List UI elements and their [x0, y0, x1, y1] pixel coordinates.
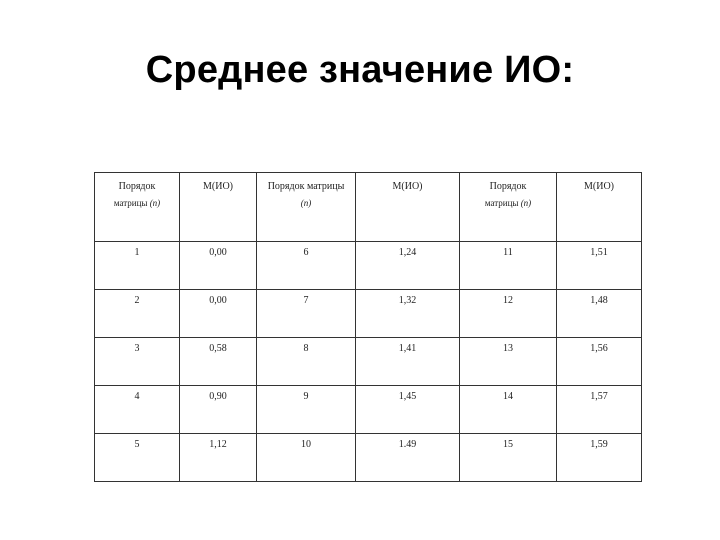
table-cell: 0,00 — [180, 290, 257, 338]
table-cell: 1,12 — [180, 434, 257, 482]
header-label: Порядок — [118, 181, 156, 192]
table-cell: 1.49 — [356, 434, 460, 482]
table-row — [95, 290, 642, 338]
table-cell: 1,59 — [557, 434, 642, 482]
table-cell: 12 — [460, 290, 557, 338]
header-label: Порядок матрицы — [267, 181, 345, 192]
header-variable: (n) — [300, 198, 312, 208]
table-cell: 1,45 — [356, 386, 460, 434]
table-cell: 1,51 — [557, 242, 642, 290]
table-cell: 8 — [257, 338, 356, 386]
table-cell: 11 — [460, 242, 557, 290]
header-variable: (n) — [149, 198, 161, 208]
header-label-word: матрицы — [113, 198, 148, 208]
table-cell: 3 — [95, 338, 180, 386]
header-label-line2 — [460, 195, 556, 212]
table-cell: 4 — [95, 386, 180, 434]
table-cell: 13 — [460, 338, 557, 386]
table-cell: 1,56 — [557, 338, 642, 386]
header-variable: (n) — [520, 198, 532, 208]
table-cell: 0,58 — [180, 338, 257, 386]
table-cell: 10 — [257, 434, 356, 482]
table-row — [95, 338, 642, 386]
header-matrix-order-2 — [257, 173, 356, 242]
table-cell: 15 — [460, 434, 557, 482]
table-cell: 1,41 — [356, 338, 460, 386]
table-cell: 2 — [95, 290, 180, 338]
header-label-line2 — [95, 195, 179, 212]
header-matrix-order-1 — [95, 173, 180, 242]
table-row — [95, 386, 642, 434]
header-matrix-order-3 — [460, 173, 557, 242]
table-row — [95, 434, 642, 482]
table-cell: 5 — [95, 434, 180, 482]
slide-title: Среднее значение ИО: — [145, 49, 575, 91]
table-cell: 7 — [257, 290, 356, 338]
header-mean-io-2 — [356, 173, 460, 242]
table-cell: 1 — [95, 242, 180, 290]
table-cell: 1,57 — [557, 386, 642, 434]
table-row — [95, 242, 642, 290]
header-label-word: матрицы — [484, 198, 519, 208]
table-cell: 1,32 — [356, 290, 460, 338]
table-header-row — [95, 173, 642, 242]
header-mean-io-1 — [180, 173, 257, 242]
table-cell: 6 — [257, 242, 356, 290]
header-label: М(ИО) — [584, 181, 614, 192]
table-cell: 1,24 — [356, 242, 460, 290]
table-cell: 1,48 — [557, 290, 642, 338]
table-cell: 0,90 — [180, 386, 257, 434]
header-label: Порядок — [489, 181, 527, 192]
io-values-table — [94, 172, 642, 482]
header-label: М(ИО) — [392, 181, 423, 192]
header-label: М(ИО) — [203, 181, 233, 192]
header-mean-io-3 — [557, 173, 642, 242]
table-cell: 9 — [257, 386, 356, 434]
table-cell: 0,00 — [180, 242, 257, 290]
table-cell: 14 — [460, 386, 557, 434]
